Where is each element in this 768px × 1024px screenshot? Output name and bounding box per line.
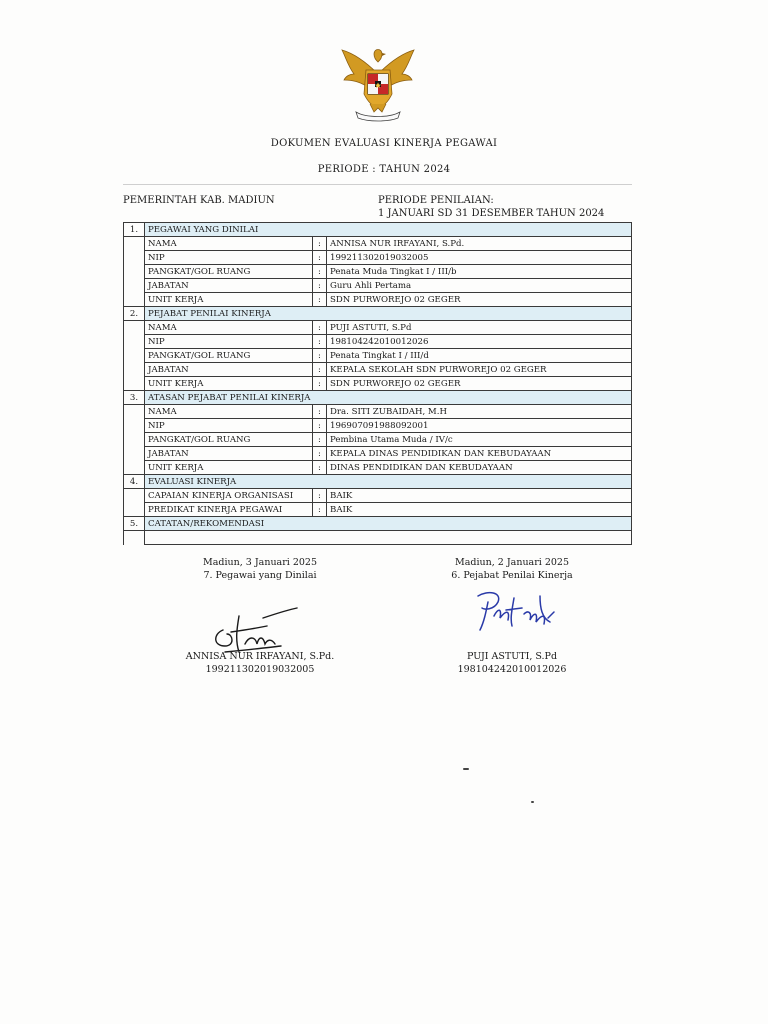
handwritten-signature-employee: [205, 600, 305, 656]
assessment-period-range: 1 JANUARI SD 31 DESEMBER TAHUN 2024: [378, 208, 605, 219]
field-label: PANGKAT/GOL RUANG: [145, 265, 313, 279]
field-value: BAIK: [327, 489, 632, 503]
table-row: [124, 265, 632, 279]
section-number: 3.: [124, 391, 145, 405]
section-number: 4.: [124, 475, 145, 489]
section-number: 5.: [124, 517, 145, 531]
row-spacer: [124, 251, 145, 265]
row-spacer: [124, 377, 145, 391]
field-separator: :: [313, 447, 327, 461]
field-separator: :: [313, 265, 327, 279]
field-label: PANGKAT/GOL RUANG: [145, 433, 313, 447]
signature-date: Madiun, 3 Januari 2025: [203, 557, 317, 568]
row-spacer: [124, 503, 145, 517]
signer-nip: 199211302019032005: [205, 663, 315, 675]
row-spacer: [124, 405, 145, 419]
evaluation-table-body: [124, 223, 632, 545]
field-separator: :: [313, 321, 327, 335]
notes-cell: [145, 531, 632, 545]
field-value: Guru Ahli Pertama: [327, 279, 632, 293]
table-row: [124, 503, 632, 517]
document-title: DOKUMEN EVALUASI KINERJA PEGAWAI: [270, 138, 498, 149]
section-header-row: [124, 223, 632, 237]
field-separator: :: [313, 419, 327, 433]
section-title: EVALUASI KINERJA: [145, 475, 632, 489]
field-label: PANGKAT/GOL RUANG: [145, 349, 313, 363]
field-separator: :: [313, 461, 327, 475]
assessment-period-heading: PERIODE PENILAIAN:: [378, 195, 494, 206]
row-spacer: [124, 489, 145, 503]
row-spacer: [124, 349, 145, 363]
signer-nip: 198104242010012026: [457, 663, 567, 675]
field-value: PUJI ASTUTI, S.Pd: [327, 321, 632, 335]
field-label: NAMA: [145, 321, 313, 335]
table-row: [124, 447, 632, 461]
field-value: 199211302019032005: [327, 251, 632, 265]
signature-date: Madiun, 2 Januari 2025: [455, 557, 569, 568]
field-separator: :: [313, 251, 327, 265]
table-row: [124, 461, 632, 475]
row-spacer: [124, 265, 145, 279]
section-title: CATATAN/REKOMENDASI: [145, 517, 632, 531]
field-separator: :: [313, 293, 327, 307]
field-separator: :: [313, 433, 327, 447]
section-header-row: [124, 307, 632, 321]
header-divider: [123, 184, 632, 185]
table-row: [124, 251, 632, 265]
field-label: NIP: [145, 419, 313, 433]
section-title: PEJABAT PENILAI KINERJA: [145, 307, 632, 321]
row-spacer: [124, 447, 145, 461]
table-row: [124, 419, 632, 433]
assessment-period-label: [378, 194, 604, 220]
section-title: PEGAWAI YANG DINILAI: [145, 223, 632, 237]
field-value: Penata Muda Tingkat I / III/b: [327, 265, 632, 279]
table-row: [124, 279, 632, 293]
field-separator: :: [313, 363, 327, 377]
evaluation-table: [123, 222, 632, 545]
scan-speck: [463, 768, 469, 770]
table-row: [124, 433, 632, 447]
field-value: KEPALA DINAS PENDIDIKAN DAN KEBUDAYAAN: [327, 447, 632, 461]
field-value: SDN PURWOREJO 02 GEGER: [327, 293, 632, 307]
signature-assessor: [427, 557, 597, 582]
field-label: JABATAN: [145, 447, 313, 461]
table-row: [124, 321, 632, 335]
signature-role: 7. Pegawai yang Dinilai: [203, 569, 317, 581]
row-spacer: [124, 293, 145, 307]
row-spacer: [124, 321, 145, 335]
row-spacer: [124, 433, 145, 447]
field-label: UNIT KERJA: [145, 377, 313, 391]
field-label: UNIT KERJA: [145, 461, 313, 475]
section-title: ATASAN PEJABAT PENILAI KINERJA: [145, 391, 632, 405]
field-separator: :: [313, 405, 327, 419]
signer-name: ANNISA NUR IRFAYANI, S.Pd.: [185, 651, 335, 662]
scan-speck: [531, 801, 534, 803]
field-separator: :: [313, 489, 327, 503]
field-separator: :: [313, 349, 327, 363]
table-row: [124, 237, 632, 251]
signer-assessor: [422, 651, 602, 676]
field-value: 196907091988092001: [327, 419, 632, 433]
row-spacer: [124, 279, 145, 293]
row-spacer: [124, 335, 145, 349]
field-label: UNIT KERJA: [145, 293, 313, 307]
field-label: PREDIKAT KINERJA PEGAWAI: [145, 503, 313, 517]
field-label: JABATAN: [145, 279, 313, 293]
field-separator: :: [313, 377, 327, 391]
section-header-row: [124, 391, 632, 405]
table-row: [124, 349, 632, 363]
table-row: [124, 405, 632, 419]
field-label: NIP: [145, 335, 313, 349]
handwritten-signature-assessor: [470, 588, 562, 636]
table-row: [124, 293, 632, 307]
field-label: NAMA: [145, 405, 313, 419]
section-header-row: [124, 475, 632, 489]
document-period: PERIODE : TAHUN 2024: [317, 164, 451, 175]
field-value: Dra. SITI ZUBAIDAH, M.H: [327, 405, 632, 419]
table-row: [124, 531, 632, 545]
field-value: Pembina Utama Muda / IV/c: [327, 433, 632, 447]
field-value: SDN PURWOREJO 02 GEGER: [327, 377, 632, 391]
section-number: 1.: [124, 223, 145, 237]
section-header-row: [124, 517, 632, 531]
row-spacer: [124, 237, 145, 251]
field-value: 198104242010012026: [327, 335, 632, 349]
field-separator: :: [313, 503, 327, 517]
field-value: ANNISA NUR IRFAYANI, S.Pd.: [327, 237, 632, 251]
row-spacer: [124, 531, 145, 545]
signature-role: 6. Pejabat Penilai Kinerja: [451, 569, 573, 581]
field-label: NIP: [145, 251, 313, 265]
section-number: 2.: [124, 307, 145, 321]
field-value: KEPALA SEKOLAH SDN PURWOREJO 02 GEGER: [327, 363, 632, 377]
field-label: NAMA: [145, 237, 313, 251]
signature-employee: [175, 557, 345, 582]
government-label: PEMERINTAH KAB. MADIUN: [123, 195, 275, 206]
field-value: BAIK: [327, 503, 632, 517]
signer-employee: [165, 651, 355, 676]
garuda-emblem-icon: [338, 44, 418, 122]
table-row: [124, 377, 632, 391]
field-label: JABATAN: [145, 363, 313, 377]
field-value: Penata Tingkat I / III/d: [327, 349, 632, 363]
row-spacer: [124, 363, 145, 377]
row-spacer: [124, 461, 145, 475]
table-row: [124, 363, 632, 377]
table-row: [124, 335, 632, 349]
signer-name: PUJI ASTUTI, S.Pd: [466, 651, 558, 662]
row-spacer: [124, 419, 145, 433]
table-row: [124, 489, 632, 503]
field-separator: :: [313, 335, 327, 349]
field-value: DINAS PENDIDIKAN DAN KEBUDAYAAN: [327, 461, 632, 475]
field-label: CAPAIAN KINERJA ORGANISASI: [145, 489, 313, 503]
field-separator: :: [313, 237, 327, 251]
field-separator: :: [313, 279, 327, 293]
